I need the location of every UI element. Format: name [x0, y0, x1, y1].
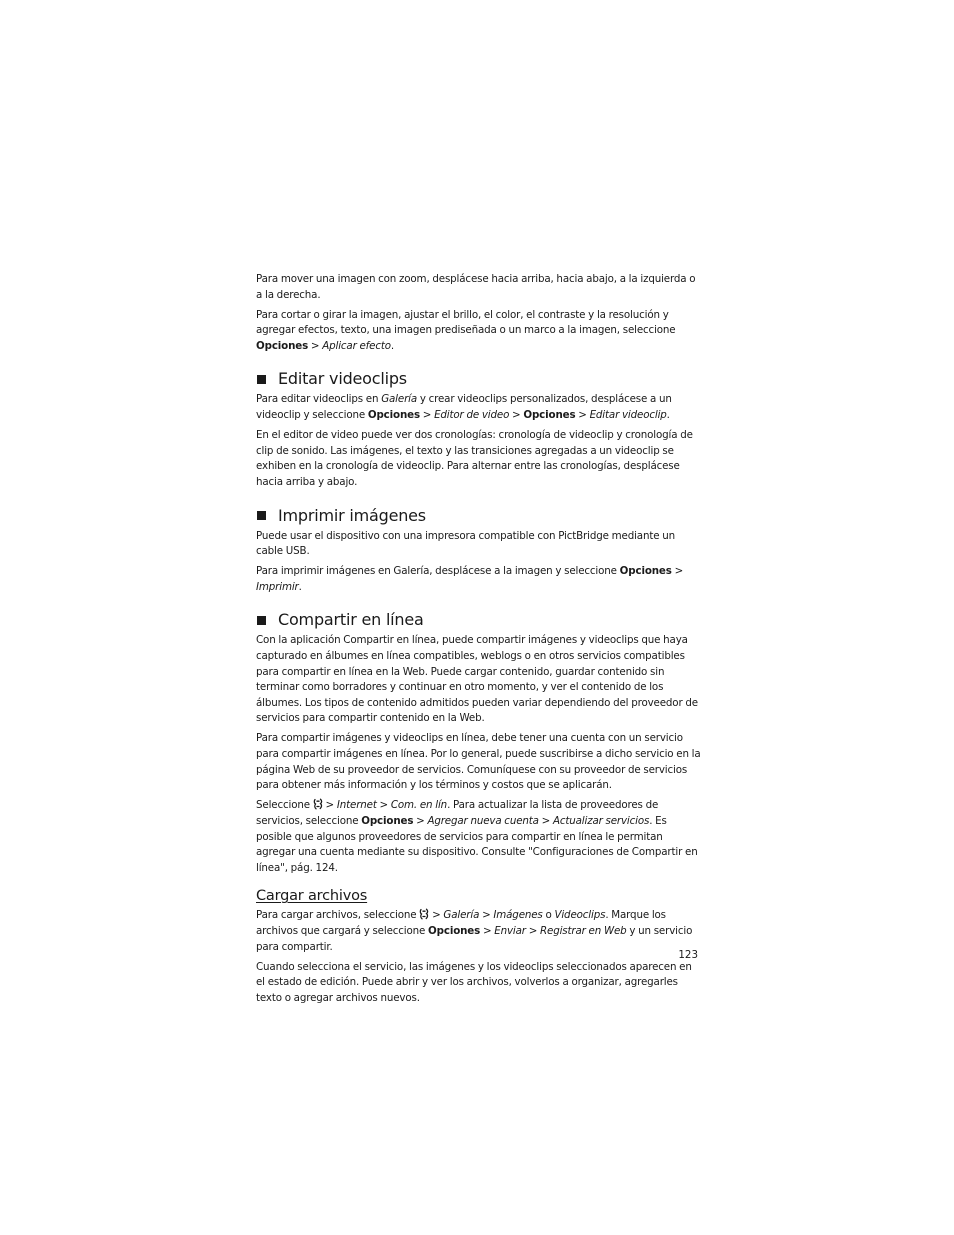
heading-compartir-en-linea: Compartir en línea: [256, 609, 702, 631]
intro-paragraph-edit: Para cortar o girar la imagen, ajustar el brillo, el color, el contraste y la resolución y agregar efectos, texto, una imagen prediseñada o un marco a la imagen, seleccione Opciones > Aplicar efecto.: [256, 308, 676, 352]
cargar-paragraph-1: Para cargar archivos, seleccione > Galería > Imágenes o Videoclips. Marque los archivos que cargará y seleccione Opciones > Enviar > Registrar en Web y un servicio para compartir.: [256, 909, 693, 953]
page-number: 123: [678, 949, 698, 961]
menu-key-icon: [313, 798, 323, 810]
editar-paragraph-2: En el editor de video puede ver dos cronologías: cronología de videoclip y cronología de clip de sonido. Las imágenes, el texto y las transiciones agregadas a un videoclip se exhiben en la cronología de videoclip. Para alternar entre las cronologías, desplácese hacia arriba y abajo.: [256, 429, 693, 488]
imprimir-paragraph-1: Puede usar el dispositivo con una impresora compatible con PictBridge mediante un cable USB.: [256, 529, 675, 558]
imprimir-paragraph-2: Para imprimir imágenes en Galería, desplácese a la imagen y seleccione Opciones > Imprimir.: [256, 565, 684, 593]
menu-key-icon: [419, 908, 429, 920]
compartir-paragraph-2: Para compartir imágenes y videoclips en línea, debe tener una cuenta con un servicio para compartir imágenes en línea. Por lo general, puede suscribirse a dicho servicio en la página Web de su proveedor de servicios. Comuníquese con su proveedor de servicios para obtener más información y los términos y costos que se aplicarán.: [256, 732, 701, 792]
section-bullet-icon: [257, 616, 266, 625]
intro-paragraph-zoom: Para mover una imagen con zoom, desplácese hacia arriba, hacia abajo, a la izquierda o a la derecha.: [256, 273, 696, 301]
compartir-paragraph-3: Seleccione > Internet > Com. en lín. Para actualizar la lista de proveedores de servicios, seleccione Opciones > Agregar nueva cuenta > Actualizar servicios. Es posible que algunos proveedores de servicios para compartir en línea le permitan agregar una cuenta mediante su dispositivo. Consulte "Configuraciones de Compartir en línea", pág. 124.: [256, 799, 698, 874]
editar-paragraph-1: Para editar videoclips en Galería y crear videoclips personalizados, desplácese a un videoclip y seleccione Opciones > Editor de video > Opciones > Editar videoclip.: [256, 393, 672, 422]
section-bullet-icon: [257, 375, 266, 384]
heading-cargar-archivos: Cargar archivos: [256, 888, 368, 905]
heading-editar-videoclips: Editar videoclips: [256, 368, 702, 390]
compartir-paragraph-1: Con la aplicación Compartir en línea, puede compartir imágenes y videoclips que haya capturado en álbumes en línea compatibles, weblogs o en otros servicios compatibles para compartir en línea en la Web. Puede cargar contenido, guardar contenido sin terminar como borradores y continuar en otro momento, y ver el contenido de los álbumes. Los tipos de contenido admitidos pueden variar dependiendo del proveedor de servicios para compartir contenido en la Web.: [256, 634, 698, 725]
cargar-paragraph-2: Cuando selecciona el servicio, las imágenes y los videoclips seleccionados aparecen en el estado de edición. Puede abrir y ver los archivos, volverlos a organizar, agregarles texto o agregar archivos nuevos.: [256, 960, 692, 1004]
section-bullet-icon: [257, 511, 266, 520]
heading-imprimir-imagenes: Imprimir imágenes: [256, 505, 702, 527]
page-content: [256, 272, 702, 1011]
